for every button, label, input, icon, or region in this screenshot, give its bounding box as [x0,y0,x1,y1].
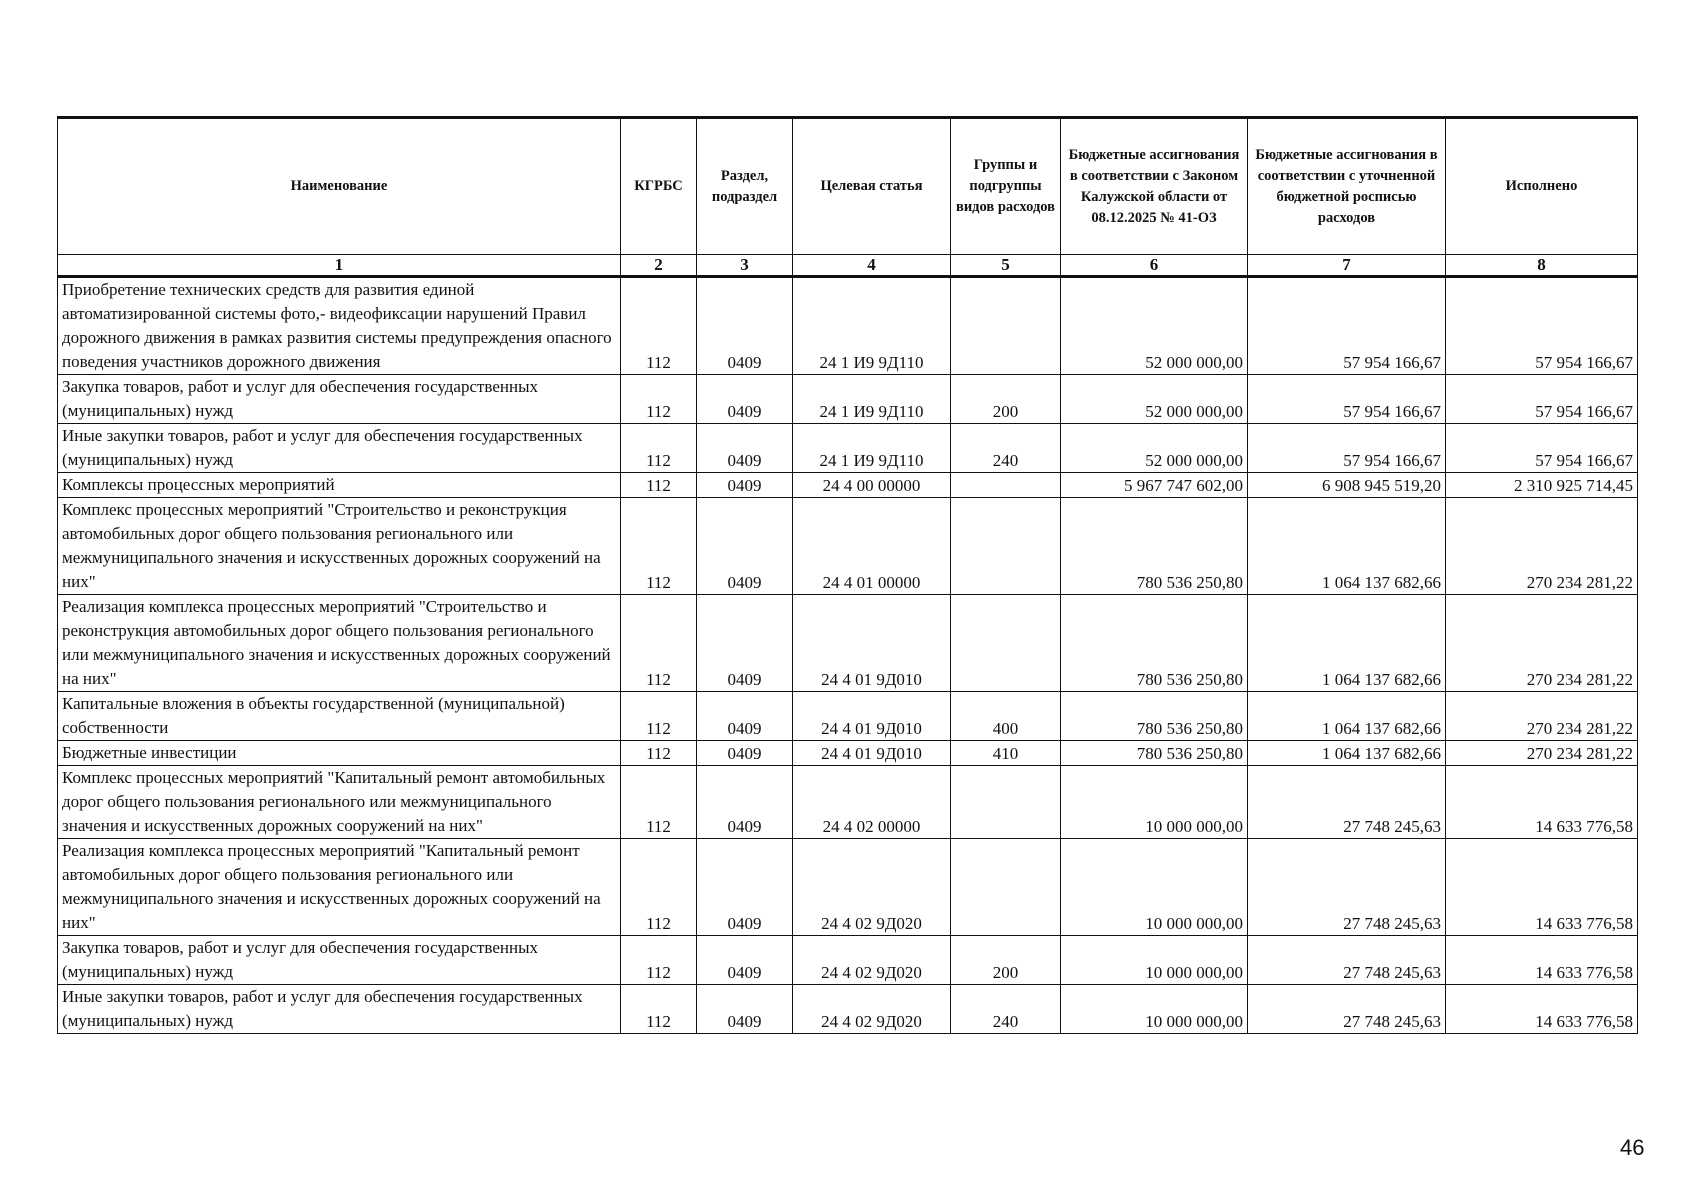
row-target-article: 24 4 00 00000 [793,473,951,498]
row-executed: 57 954 166,67 [1446,424,1638,473]
row-target-article: 24 4 02 9Д020 [793,936,951,985]
table-row [58,473,1638,498]
row-kgrbs: 112 [621,473,697,498]
table-row [58,375,1638,424]
header-cell-executed: Исполнено [1446,118,1638,255]
row-expense-group [951,277,1061,375]
header-cell-refined-allocations: Бюджетные ассигнования в соответствии с уточненной бюджетной росписью расходов [1248,118,1446,255]
column-number: 8 [1446,255,1638,277]
row-executed: 270 234 281,22 [1446,595,1638,692]
column-number: 4 [793,255,951,277]
row-section: 0409 [697,595,793,692]
row-section: 0409 [697,424,793,473]
row-expense-group: 200 [951,375,1061,424]
row-expense-group: 200 [951,936,1061,985]
row-target-article: 24 1 И9 9Д110 [793,375,951,424]
row-kgrbs: 112 [621,375,697,424]
column-number: 2 [621,255,697,277]
row-target-article: 24 4 02 9Д020 [793,985,951,1034]
row-kgrbs: 112 [621,424,697,473]
row-section: 0409 [697,473,793,498]
row-executed: 270 234 281,22 [1446,741,1638,766]
row-refined-allocation: 57 954 166,67 [1248,375,1446,424]
row-law-allocation: 10 000 000,00 [1061,985,1248,1034]
row-expense-group [951,473,1061,498]
row-name: Иные закупки товаров, работ и услуг для обеспечения государственных (муниципальных) нужд [58,985,621,1034]
row-section: 0409 [697,985,793,1034]
header-row [58,118,1638,255]
row-law-allocation: 5 967 747 602,00 [1061,473,1248,498]
row-refined-allocation: 1 064 137 682,66 [1248,595,1446,692]
row-name: Комплекс процессных мероприятий "Капитальный ремонт автомобильных дорог общего пользования регионального или межмуниципального значения и искусственных дорожных сооружений на них" [58,766,621,839]
row-kgrbs: 112 [621,766,697,839]
row-name: Комплекс процессных мероприятий "Строительство и реконструкция автомобильных дорог общего пользования регионального или межмуниципального значения и искусственных дорожных сооружений на них" [58,498,621,595]
table-row [58,692,1638,741]
row-refined-allocation: 6 908 945 519,20 [1248,473,1446,498]
row-executed: 270 234 281,22 [1446,498,1638,595]
row-kgrbs: 112 [621,595,697,692]
table-row [58,985,1638,1034]
row-expense-group [951,766,1061,839]
row-law-allocation: 780 536 250,80 [1061,595,1248,692]
row-expense-group: 240 [951,424,1061,473]
row-refined-allocation: 27 748 245,63 [1248,936,1446,985]
column-number: 5 [951,255,1061,277]
row-expense-group [951,595,1061,692]
row-executed: 270 234 281,22 [1446,692,1638,741]
row-name: Реализация комплекса процессных мероприятий "Капитальный ремонт автомобильных дорог общего пользования регионального или межмуниципального значения и искусственных дорожных сооружений на них" [58,839,621,936]
table-row [58,741,1638,766]
row-executed: 57 954 166,67 [1446,375,1638,424]
row-target-article: 24 4 01 9Д010 [793,595,951,692]
column-number: 1 [58,255,621,277]
row-name: Комплексы процессных мероприятий [58,473,621,498]
row-refined-allocation: 57 954 166,67 [1248,424,1446,473]
row-kgrbs: 112 [621,936,697,985]
row-executed: 57 954 166,67 [1446,277,1638,375]
row-section: 0409 [697,766,793,839]
row-executed: 14 633 776,58 [1446,766,1638,839]
table-row [58,277,1638,375]
table-row [58,498,1638,595]
table-row [58,839,1638,936]
row-law-allocation: 52 000 000,00 [1061,424,1248,473]
row-target-article: 24 1 И9 9Д110 [793,277,951,375]
row-law-allocation: 10 000 000,00 [1061,766,1248,839]
row-law-allocation: 10 000 000,00 [1061,936,1248,985]
row-name: Иные закупки товаров, работ и услуг для обеспечения государственных (муниципальных) нужд [58,424,621,473]
row-refined-allocation: 27 748 245,63 [1248,839,1446,936]
row-refined-allocation: 1 064 137 682,66 [1248,741,1446,766]
row-section: 0409 [697,936,793,985]
column-number: 7 [1248,255,1446,277]
table-row [58,936,1638,985]
row-name: Реализация комплекса процессных мероприятий "Строительство и реконструкция автомобильных дорог общего пользования регионального или межмуниципального значения и искусственных дорожных сооружений на них" [58,595,621,692]
row-refined-allocation: 57 954 166,67 [1248,277,1446,375]
row-executed: 14 633 776,58 [1446,839,1638,936]
row-name: Закупка товаров, работ и услуг для обеспечения государственных (муниципальных) нужд [58,375,621,424]
row-law-allocation: 52 000 000,00 [1061,375,1248,424]
table-row [58,424,1638,473]
row-refined-allocation: 27 748 245,63 [1248,985,1446,1034]
page-number: 46 [1620,1135,1645,1160]
row-section: 0409 [697,692,793,741]
row-kgrbs: 112 [621,839,697,936]
row-target-article: 24 1 И9 9Д110 [793,424,951,473]
row-target-article: 24 4 01 9Д010 [793,692,951,741]
row-refined-allocation: 27 748 245,63 [1248,766,1446,839]
row-name: Приобретение технических средств для развития единой автоматизированной системы фото,- видеофиксации нарушений Правил дорожного движения в рамках развития системы предупреждения опасного поведения участников дорожного движения [58,277,621,375]
row-law-allocation: 780 536 250,80 [1061,498,1248,595]
row-expense-group: 410 [951,741,1061,766]
row-refined-allocation: 1 064 137 682,66 [1248,498,1446,595]
column-number: 6 [1061,255,1248,277]
budget-table [57,116,1638,1034]
row-name: Капитальные вложения в объекты государственной (муниципальной) собственности [58,692,621,741]
row-law-allocation: 52 000 000,00 [1061,277,1248,375]
row-kgrbs: 112 [621,985,697,1034]
row-target-article: 24 4 02 00000 [793,766,951,839]
row-section: 0409 [697,741,793,766]
row-kgrbs: 112 [621,692,697,741]
row-section: 0409 [697,839,793,936]
row-kgrbs: 112 [621,498,697,595]
row-section: 0409 [697,277,793,375]
row-law-allocation: 780 536 250,80 [1061,741,1248,766]
row-executed: 14 633 776,58 [1446,985,1638,1034]
row-refined-allocation: 1 064 137 682,66 [1248,692,1446,741]
header-cell-target-article: Целевая статья [793,118,951,255]
row-expense-group [951,839,1061,936]
table-row [58,766,1638,839]
header-cell-law-allocations: Бюджетные ассигнования в соответствии с Законом Калужской области от 08.12.2025 № 41-ОЗ [1061,118,1248,255]
header-cell-kgrbs: КГРБС [621,118,697,255]
column-number-row [58,255,1638,277]
row-law-allocation: 10 000 000,00 [1061,839,1248,936]
header-cell-name: Наименование [58,118,621,255]
row-law-allocation: 780 536 250,80 [1061,692,1248,741]
row-executed: 14 633 776,58 [1446,936,1638,985]
row-section: 0409 [697,498,793,595]
row-name: Закупка товаров, работ и услуг для обеспечения государственных (муниципальных) нужд [58,936,621,985]
row-name: Бюджетные инвестиции [58,741,621,766]
header-cell-expense-groups: Группы и подгруппы видов расходов [951,118,1061,255]
row-kgrbs: 112 [621,741,697,766]
table-row [58,595,1638,692]
row-expense-group: 400 [951,692,1061,741]
row-executed: 2 310 925 714,45 [1446,473,1638,498]
row-target-article: 24 4 01 00000 [793,498,951,595]
row-expense-group: 240 [951,985,1061,1034]
row-target-article: 24 4 02 9Д020 [793,839,951,936]
row-section: 0409 [697,375,793,424]
row-kgrbs: 112 [621,277,697,375]
header-cell-section: Раздел, подраздел [697,118,793,255]
row-expense-group [951,498,1061,595]
row-target-article: 24 4 01 9Д010 [793,741,951,766]
column-number: 3 [697,255,793,277]
